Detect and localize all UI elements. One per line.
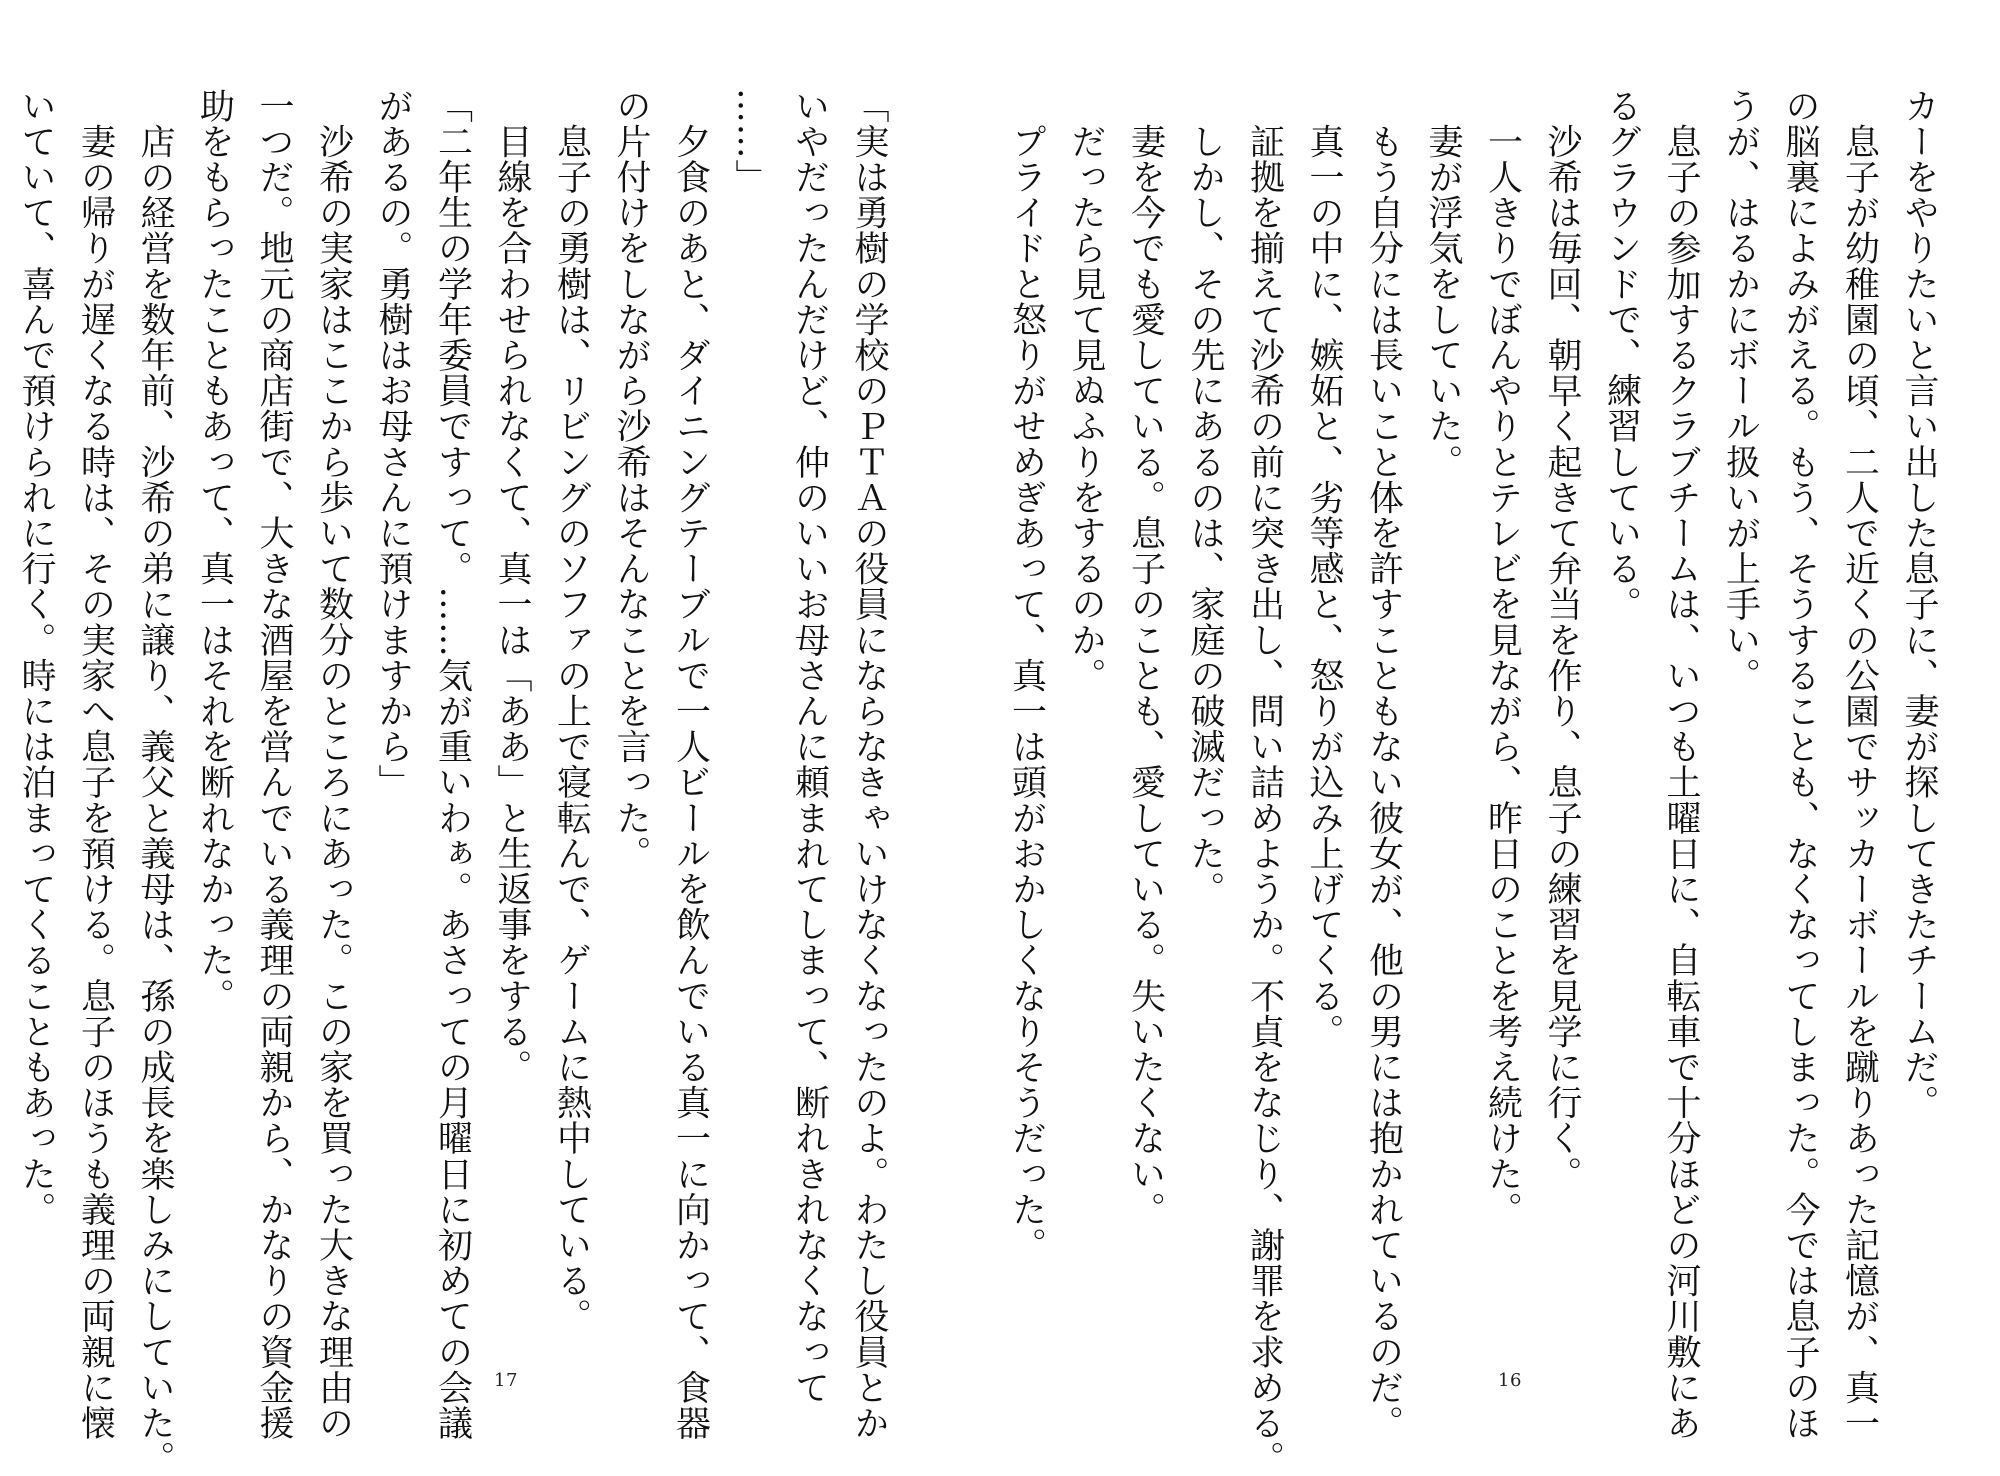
text-line: 一人きりでぼんやりとテレビを見ながら、昨日のことを考え続けた。 [1482,88,1523,1228]
right-page [1000,0,2000,1476]
text-line: 沙希の実家はここから歩いて数分のところにあった。この家を買った大きな理由の [313,88,354,1441]
text-line: 妻が浮気をしていた。 [1423,88,1463,480]
text-line: プライドと怒りがせめぎあって、真一は頭がおかしくなりそうだった。 [1006,88,1047,1263]
text-line: 一つだ。地元の商店街で、大きな酒屋を営んでいる義理の両親から、かなりの資金援 [254,88,294,1441]
text-line: 店の経営を数年前、沙希の弟に譲り、義父と義母は、孫の成長を楽しみにしていた。 [135,88,175,1476]
text-line: 沙希は毎回、朝早く起きて弁当を作り、息子の練習を見学に行く。 [1542,88,1582,1192]
text-line: 妻を今でも愛している。息子のことも、愛している。失いたくない。 [1125,88,1166,1228]
text-line: だったら見て見ぬふりをするのか。 [1066,88,1106,694]
text-line: いやだったんだけど、仲のいいお母さんに頼まれてしまって、断れきれなくなって [789,88,830,1406]
page-number: 16 [1498,1370,1522,1391]
text-line: 「実は勇樹の学校のＰＴＡの役員にならなきゃいけなくなったのよ。わたし役員とか [849,88,889,1441]
text-line: 助をもらったこともあって、真一はそれを断れなかった。 [194,88,235,1014]
text-line: しかし、その先にあるのは、家庭の破滅だった。 [1185,88,1225,907]
text-line: 「二年生の学年委員ですって。……気が重いわぁ。あさっての月曜日に初めての会議 [432,88,473,1441]
text-line: カーをやりたいと言い出した息子に、妻が探してきたチームだ。 [1899,88,1939,1121]
text-line: の片付けをしながら沙希はそんなことを言った。 [611,88,651,872]
text-line: うが、はるかにボール扱いが上手い。 [1720,88,1761,694]
text-line: いていて、喜んで預けられに行く。時には泊まってくることもあった。 [16,88,56,1228]
text-line: もう自分には長いこと体を許すこともない彼女が、他の男には抱かれているのだ。 [1363,88,1404,1441]
text-line: があるの。勇樹はお母さんに預けますから」 [373,88,413,800]
text-line: 息子の参加するクラブチームは、いつも土曜日に、自転車で十分ほどの河川敷にあ [1661,88,1701,1441]
text-line: 証拠を揃えて沙希の前に突き出し、問い詰めようか。不貞をなじり、謝罪を求める。 [1244,88,1285,1476]
text-line: の脳裏によみがえる。もう、そうすることも、なくなってしまった。今では息子のほ [1780,88,1820,1441]
text-line: ……」 [730,88,770,195]
text-line: 目線を合わせられなくて、真一は「ああ」と生返事をする。 [492,88,532,1085]
text-line: 夕食のあと、ダイニングテーブルで一人ビールを飲んでいる真一に向かって、食器 [670,88,711,1441]
text-line: 妻の帰りが遅くなる時は、その実家へ息子を預ける。息子のほうも義理の両親に懐 [75,88,116,1441]
text-line: 息子が幼稚園の頃、二人で近くの公園でサッカーボールを蹴りあった記憶が、真一 [1839,88,1880,1441]
page-number: 17 [494,1370,518,1391]
text-line: 真一の中に、嫉妬と、劣等感と、怒りが込み上げてくる。 [1304,88,1344,1050]
text-line: 息子の勇樹は、リビングのソファの上で寝転んで、ゲームに熱中している。 [551,88,592,1334]
text-line: るグラウンドで、練習している。 [1601,88,1642,622]
